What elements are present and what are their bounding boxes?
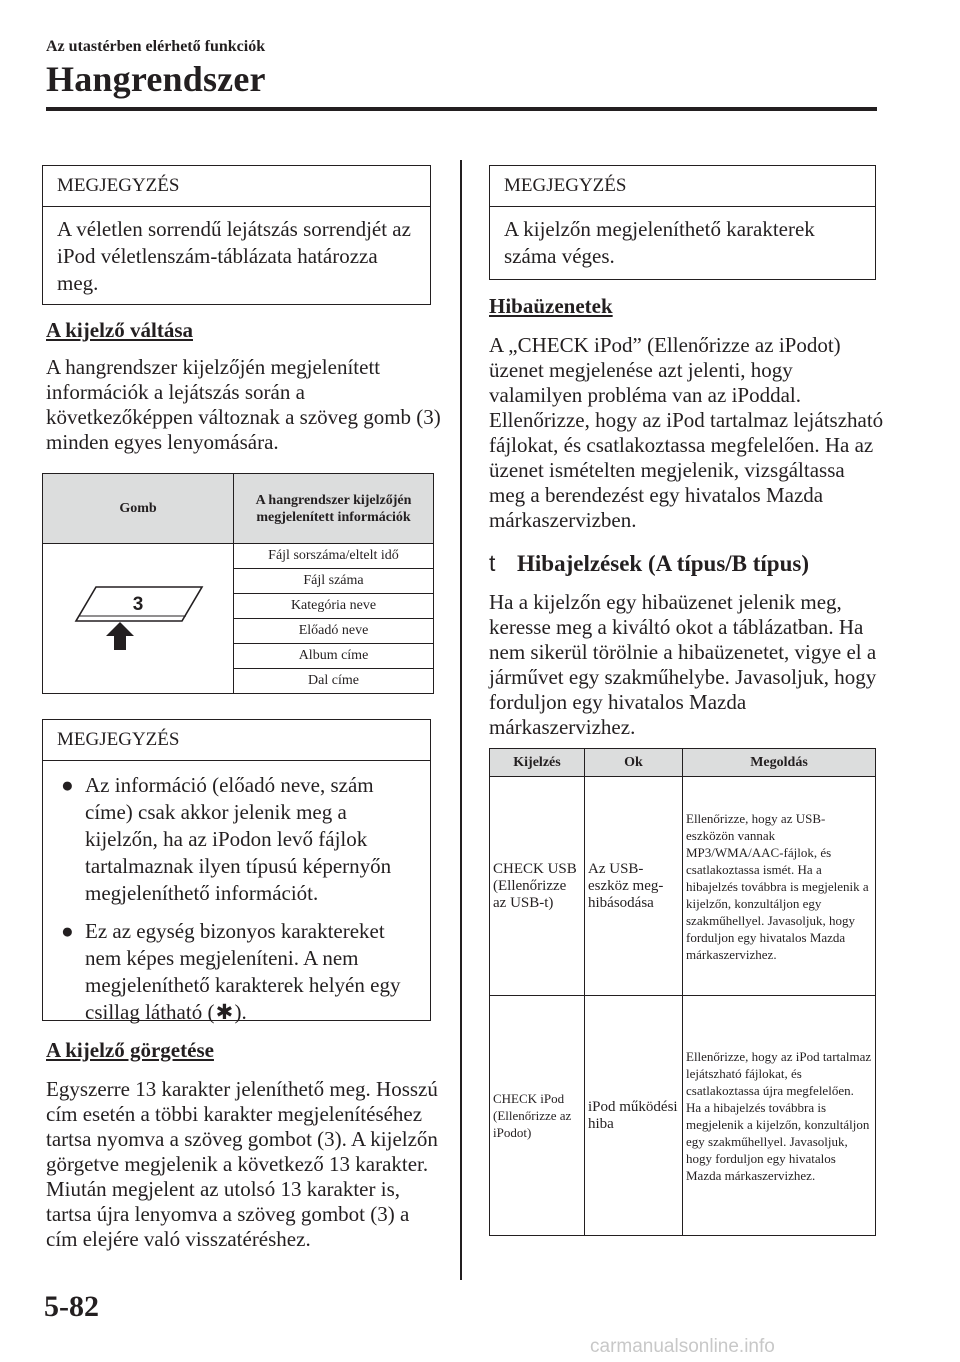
title-rule [46,107,877,111]
bullet-icon: ● [61,919,74,943]
page-title: Hangrendszer [46,59,266,99]
error-table-header: Ok [585,749,683,777]
display-switch-heading: A kijelző váltása [46,318,193,342]
note-title: MEGJEGYZÉS [43,720,430,761]
error-indicators-title: Hibajelzések (A típus/B típus) [517,551,810,576]
error-solution: Ellenőrizze, hogy az iPod tartalmaz lejátszható fájlokat, és csatlakoztassa újra megfelelően. Ha a hibajelzés továbbra is megjelenik a kijelzőn, konzultáljon egy szakműhellyel. Javasoljuk, hogy forduljon egy hivatalos Mazda márkaszervizhez. [683,996,876,1236]
asterisk-icon: ✱ [215,1000,234,1024]
table-header-info: A hangrendszer kijelzőjén megjelenített információk [234,474,434,544]
note-text: A véletlen sorrendű lejátszás sorrendjét az iPod véletlenszám-táblázata határozza meg. [57,217,411,295]
note-bullet-text: Ez az egység bizonyos karaktereket nem képes megjeleníteni. A nem megjeleníthető karakterek helyén egy csillag látható ( [85,919,401,1024]
note-bullet-text: Az információ (előadó neve, szám címe) csak akkor jelenik meg a kijelzőn, ha az iPodon levő fájlok tartalmaznak ilyen típusú képernyőn megjeleníthető információt. [85,773,392,905]
note-box-characters [489,165,876,280]
table-row [490,777,876,996]
error-display: CHECK iPod (Ellenőrizze az iPodot) [490,996,585,1236]
error-messages-text: A „CHECK iPod” (Ellenőrizze az iPodot) üzenet megjelenése azt jelenti, hogy valamilyen probléma van az iPoddal. Ellenőrizze, hogy az iPod tartalmaz lejátszható fájlokat, és csatlakoztassa megfelelően. Ha az üzenet ismételten megjelenik, vizsgáltassa meg a berendezést egy hivatalos Mazda márkaszervizben. [489,333,884,532]
table-row [490,996,876,1236]
display-option: Fájl sorszáma/eltelt idő [234,544,434,569]
watermark: carmanualsonline.info [590,1336,775,1357]
note-text: A kijelzőn megjeleníthető karakterek száma véges. [504,217,815,268]
page-number: 5-82 [44,1290,99,1323]
error-solution: Ellenőrizze, hogy az USB-eszközön vannak MP3/WMA/AAC-fájlok, és csatlakoztassa ismét. Ha a hibajelzés továbbra is megjelenik a kijelzőn, konzultáljon egy szakműhellyel. Javasoljuk, hogy forduljon egy hivatalos Mazda márkaszervizhez. [683,777,876,996]
display-option: Kategória neve [234,594,434,619]
note-bullet-item [57,918,416,1026]
display-option: Előadó neve [234,619,434,644]
error-indicators-text: Ha a kijelzőn egy hibaüzenet jelenik meg, keresse meg a kiváltó okot a táblázatban. Ha nem sikerül törölnie a hibaüzenetet, vigye el a járművet egy szakműhelybe. Javasoljuk, hogy forduljon egy hivatalos Mazda márkaszervizhez. [489,590,877,739]
note-bullet-item [57,772,416,907]
display-scroll-text: Egyszerre 13 karakter jeleníthető meg. Hosszú cím esetén a többi karakter megjelenítéséhez tartsa nyomva a szöveg gombot (3). A kijelzőn görgetve megjelenik a következő 13 karakter. Miután megjelent az utolsó 13 karakter is, tartsa újra lenyomva a szöveg gombot (3) a cím elejére való visszatéréshez. [46,1077,438,1251]
error-display: CHECK USB (Ellenőrizze az USB-t) [490,777,585,996]
text-button-icon [68,576,208,656]
column-divider [460,160,462,1280]
error-cause: Az USB-eszköz meg-hibásodása [585,777,683,996]
note-title: MEGJEGYZÉS [490,166,875,207]
display-option: Dal címe [234,669,434,694]
error-table-header: Megoldás [683,749,876,777]
display-scroll-heading: A kijelző görgetése [46,1038,214,1062]
bullet-icon: ● [61,773,74,797]
error-table [489,748,876,1236]
note-title: MEGJEGYZÉS [43,166,430,207]
note-box-random [42,165,431,305]
error-messages-heading: Hibaüzenetek [489,294,613,318]
error-cause: iPod működési hiba [585,996,683,1236]
button-number-label: 3 [132,594,144,615]
error-indicators-heading [489,550,809,577]
note-box-info [42,719,431,1024]
error-table-header: Kijelzés [490,749,585,777]
display-option: Fájl száma [234,569,434,594]
table-header-button: Gomb [43,474,234,544]
text-button-illustration [43,544,234,694]
display-option: Album címe [234,644,434,669]
display-info-table [42,473,434,694]
section-marker: t [489,550,496,576]
note-bullet-text-end: ). [234,1000,247,1024]
display-switch-text: A hangrendszer kijelzőjén megjelenített információk a lejátszás során a következőképpen változnak a szöveg gomb (3) minden egyes lenyomására. [46,355,441,454]
section-label: Az utastérben elérhető funkciók [46,38,266,55]
